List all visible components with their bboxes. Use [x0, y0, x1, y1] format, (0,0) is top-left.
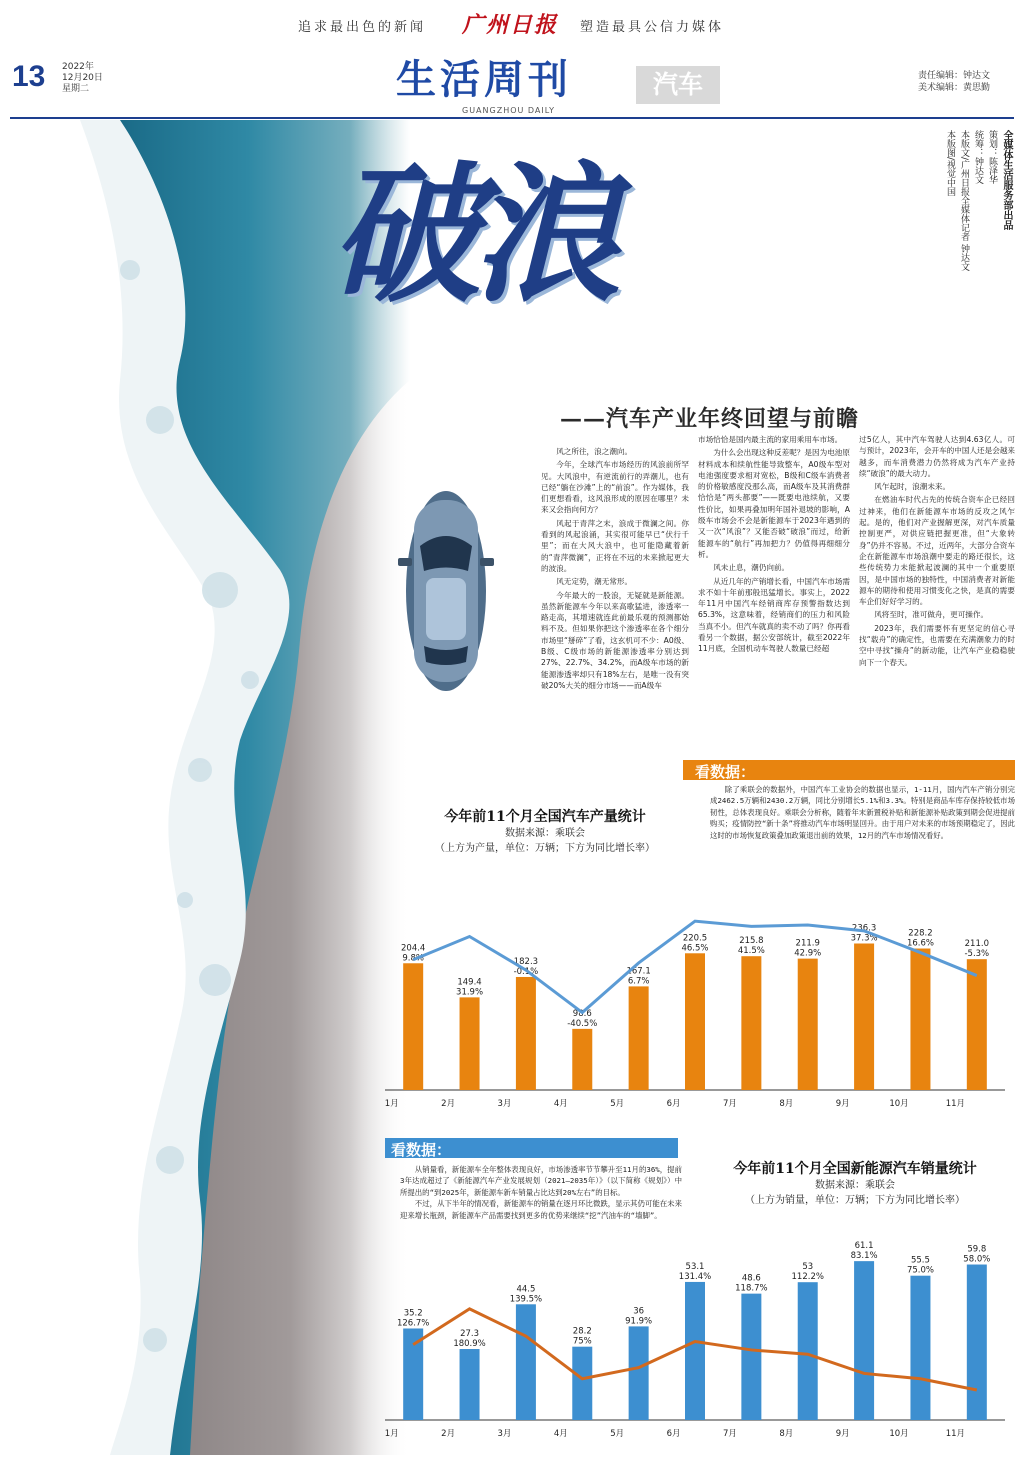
slogan-left: 追求最出色的新闻 [298, 20, 427, 35]
section-title: 生活周刊 [396, 56, 572, 103]
x-tick-label: 11月 [945, 1429, 966, 1439]
article-column-2 [698, 434, 850, 657]
x-tick-label: 6月 [666, 1429, 681, 1439]
bar [967, 959, 987, 1090]
credit-line: 本版文/广州日报全媒体记者 钟达文 [959, 130, 969, 271]
x-tick-label: 5月 [610, 1099, 625, 1109]
date-week: 星期二 [62, 84, 90, 94]
chart1-title: 今年前11个月全国汽车产量统计 [444, 809, 646, 825]
bar [572, 1347, 592, 1420]
bar-value-label: 53 [802, 1262, 814, 1273]
bar [967, 1265, 987, 1420]
credit-line: 策划：陈泽华 [987, 130, 997, 184]
rate-label: -5.3% [964, 949, 990, 960]
paragraph: 风无定势，潮无常形。 [556, 577, 633, 587]
rate-label: 16.6% [906, 938, 934, 949]
rate-label: 139.5% [509, 1294, 543, 1305]
bar [910, 949, 930, 1090]
paragraph: 今年，全球汽车市场经历的风浪前所罕见。大风浪中，有逆流前行的弄潮儿，也有已经“躺在沙滩”上的“前浪”。作为媒体，我们更想看看，这风浪形成的原因在哪里？未来又会指向何方？ [541, 460, 689, 515]
x-tick-label: 6月 [666, 1099, 681, 1109]
x-tick-label: 1月 [384, 1099, 399, 1109]
credit-line: 全媒体生活服务部出品 [1001, 130, 1012, 230]
article-column-1 [541, 446, 689, 693]
bar [854, 943, 874, 1090]
bar [403, 963, 423, 1090]
bar [629, 1326, 649, 1420]
look-data-bar-1 [683, 760, 1015, 780]
bar [910, 1276, 930, 1420]
bar-value-label: 215.8 [739, 936, 764, 947]
bar-value-label: 35.2 [403, 1308, 423, 1319]
rate-label: 180.9% [453, 1339, 486, 1350]
rate-label: 46.5% [681, 943, 709, 954]
bar [798, 1282, 818, 1420]
x-tick-label: 5月 [610, 1429, 625, 1439]
x-tick-label: 2月 [441, 1099, 456, 1109]
date-year: 2022年 [62, 62, 94, 72]
bar-value-label: 98.6 [572, 1008, 592, 1019]
bar [854, 1261, 874, 1420]
chart1-note: （上方为产量，单位：万辆；下方为同比增长率） [435, 843, 655, 854]
chart1-source: 数据来源：乘联会 [505, 828, 585, 839]
bar-value-label: 36 [633, 1306, 645, 1317]
paragraph: 今年最大的一股浪，无疑就是新能源。虽然新能源车今年以来高歌猛进，渗透率一路走高，其增速就连此前最乐观的预测都始料不及。但如果你把这个渗透率在各个细分市场里“掰碎”了看，这玄机可不少：A0级、B级、C级市场的新能源渗透率分别达到27%、22.7%、34.2%，而A级车市场的新能源渗透率却只有18%左右，是唯一没有突破20%大关的细分市场——而A级车 [541, 590, 689, 690]
bar-value-label: 44.5 [516, 1284, 536, 1295]
paragraph: 除了乘联会的数据外，中国汽车工业协会的数据也显示，1-11月，国内汽车产销分别完成2462.5万辆和2430.2万辆，同比分别增长5.1%和3.3%。特别是商品车库存保持较低市场韧性，总体表现良好。乘联会分析称，随着年末新置税补贴和新能源补贴政策到期会促进提前购买；疫情防控“新十条”将推动汽车市场明显回升。由于用户对未来的市场预期稳定了，因此这时的市场恢复政策叠加政策退出前的效果，12月的汽车市场情况看好。 [710, 785, 1015, 840]
paragraph: 过5亿人，其中汽车驾驶人达到4.63亿人。可与预计，2023年，会开车的中国人还是会越来越多，而车消费潜力仍然将成为汽车产业持续“破浪”的最大动力。 [859, 435, 1016, 478]
paragraph: 风之所往，浪之潮向。 [556, 447, 633, 456]
x-tick-label: 11月 [945, 1099, 966, 1109]
rate-label: 83.1% [850, 1251, 878, 1262]
editor-line: 美术编辑：黄思勤 [918, 83, 991, 93]
bar-value-label: 236.3 [851, 923, 877, 934]
article-column-3 [859, 434, 1015, 670]
paragraph: 风未止息，潮仍向前。 [713, 563, 790, 573]
issue-date [62, 62, 103, 95]
x-tick-label: 4月 [553, 1099, 568, 1109]
bar-value-label: 53.1 [685, 1261, 705, 1272]
newspaper-logo: 广州日报 [462, 12, 559, 38]
rate-label: 118.7% [735, 1283, 768, 1294]
paragraph: 风将至时，准可做舟，更可操作。 [874, 610, 989, 620]
bar-value-label: 48.6 [741, 1273, 761, 1284]
credit-line: 统筹：钟达文 [973, 130, 983, 184]
masthead-rule [10, 117, 1014, 119]
chart2-source: 数据来源：乘联会 [815, 1180, 895, 1191]
bar [460, 997, 480, 1090]
x-tick-label: 3月 [497, 1099, 512, 1109]
rate-label: 31.9% [456, 987, 484, 998]
bar-value-label: 220.5 [682, 933, 708, 944]
page-number: 13 [12, 60, 46, 93]
bar-value-label: 167.1 [626, 966, 651, 977]
production-chart [375, 860, 1015, 1120]
bar-value-label: 182.3 [513, 956, 539, 967]
paragraph: 风乍起时，浪潮未来。 [874, 482, 951, 492]
bar [741, 1294, 761, 1420]
x-tick-label: 8月 [779, 1099, 794, 1109]
paragraph: 为什么会出现这种反差呢？是因为电池原材料成本和续航性能导致整车，A0级车型对电池强度要求相对宽松，B级和C级车消费者的价格敏感度没那么高，而A级车及其消费群恰恰是“两头都要”——既要电池续航，又要性价比，如果再叠加明年国补退坡的影响，A级车市场会不会是新能源车于2023年遇到的又一次“风浪”？又能否破“破浪”而过，给新能源车的“航行”再加把力？仍值得再细细分析。 [698, 448, 850, 559]
bar-value-label: 211.0 [964, 939, 989, 950]
rate-label: 75% [572, 1336, 592, 1347]
paragraph: 2023年，我们需要怀有更坚定的信心寻找“载舟”的确定性，也需要在充满潮象力的时空中寻找“操舟”的新动能，让汽车产业稳稳驶向下一个春天。 [859, 623, 1015, 667]
x-tick-label: 3月 [497, 1429, 512, 1439]
look-data-label: 看数据： [695, 763, 756, 781]
bar-value-label: 61.1 [854, 1241, 874, 1252]
bar [685, 1282, 705, 1420]
paragraph: 从近几年的产销增长看，中国汽车市场需求不如十年前那般迅猛增长。事实上，2022年11月中国汽车经销商库存预警指数达到65.3%，这意味着，经销商们的压力和风险当真不小。但汽车就真的卖不动了吗？你再看看另一个数据，据公安部统计，截至2022年11月底，全国机动车驾驶人数量已经超 [698, 576, 850, 654]
bar [403, 1328, 423, 1420]
rate-label: 41.5% [737, 946, 765, 957]
paragraph: 风起于青萍之末，浪成于微澜之间。你看到的风起浪涌，其实很可能早已“伏行千里”；而在大风大浪中，也可能隐藏着新的“青萍微澜”，正将在不远的未来掀起更大的波浪。 [541, 518, 689, 573]
bar-value-label: 59.8 [967, 1244, 987, 1255]
x-tick-label: 10月 [889, 1099, 909, 1109]
bar [460, 1349, 480, 1420]
bar [572, 1029, 592, 1090]
x-tick-label: 4月 [553, 1429, 568, 1439]
credit-line: 本版图/视觉中国 [945, 130, 955, 197]
section-tag: 汽车 [636, 66, 720, 104]
x-tick-label: 1月 [384, 1429, 399, 1439]
bar-value-label: 228.2 [908, 928, 933, 939]
bar-value-label: 27.3 [460, 1329, 480, 1340]
bar-value-label: 28.2 [572, 1326, 592, 1337]
rate-label: 58.0% [963, 1254, 991, 1265]
bar [685, 953, 705, 1090]
paragraph: 市场恰恰是国内最主流的家用乘用车市场。 [698, 435, 843, 444]
x-tick-label: 8月 [779, 1429, 794, 1439]
x-tick-label: 9月 [835, 1099, 850, 1109]
rate-label: 131.4% [678, 1271, 712, 1282]
rate-label: -40.5% [567, 1018, 598, 1029]
x-tick-label: 2月 [441, 1429, 456, 1439]
rate-label: -0.1% [513, 966, 539, 977]
x-tick-label: 10月 [889, 1429, 909, 1439]
paragraph: 不过，从下半年的情况看，新能源车的销量在逐月环比微跌，显示其仍可能在未来迎来增长瓶颈，新能源车产品需要找到更多的优势来继续“挖”汽油车的“墙脚”。 [400, 1199, 682, 1220]
car-image [396, 486, 496, 696]
daily-en: GUANGZHOU DAILY [462, 106, 556, 115]
look-data-text-1 [710, 784, 1015, 841]
chart2-note: （上方为销量，单位：万辆；下方为同比增长率） [745, 1195, 965, 1206]
headline-subtitle: ——汽车产业年终回望与前瞻 [560, 406, 860, 432]
credits [944, 130, 1012, 370]
bar-value-label: 149.4 [457, 977, 482, 988]
look-data-label: 看数据： [391, 1141, 452, 1159]
rate-label: 9.8% [402, 953, 424, 964]
rate-label: 37.3% [850, 933, 878, 944]
bar [741, 956, 761, 1090]
x-tick-label: 9月 [835, 1429, 850, 1439]
bar [516, 977, 536, 1090]
headline-title: 破浪 [330, 147, 611, 323]
rate-label: 6.7% [627, 976, 650, 987]
bar-value-label: 55.5 [910, 1255, 930, 1266]
rate-label: 91.9% [625, 1316, 653, 1327]
paragraph: 从销量看，新能源车全年整体表现良好，市场渗透率节节攀升至11月的36%，提前3年达成超过了《新能源汽车产业发展规划（2021—2035年）》（以下简称《规划》）中所提出的“到2025年，新能源车新车销量占比达到20%左右”的目标。 [400, 1165, 682, 1197]
rate-label: 112.2% [791, 1272, 824, 1283]
bar [629, 986, 649, 1090]
editors [918, 70, 990, 94]
date-day: 12月20日 [62, 73, 103, 83]
rate-label: 126.7% [396, 1318, 430, 1329]
rate-label: 42.9% [794, 948, 822, 959]
look-data-bar-2 [385, 1138, 678, 1158]
bar [798, 959, 818, 1090]
x-tick-label: 7月 [722, 1429, 737, 1439]
slogan-right: 塑造最具公信力媒体 [580, 20, 725, 35]
nev-sales-chart [375, 1210, 1015, 1450]
bar [516, 1304, 536, 1420]
rate-label: 75.0% [906, 1265, 934, 1276]
editor-line: 责任编辑：钟达文 [918, 71, 991, 81]
paragraph: 在燃油车时代占先的传统合资车企已经回过神来，他们在新能源车市场的反攻之风乍起。是的，他们对产业握解更深，对汽车质量控制更严，对供应链把握更准，但“大象转身”仍并不容易。不过，近两年，大部分合资车企在新能源车市场浪潮中要走的路还很长，这些传统势力未能掀起波澜的其中一个重要原因，是中国市场的独特性，中国消费者对新能源车的期待和使用习惯变化之快，是真的需要车企们好好学习的。 [859, 495, 1015, 607]
x-tick-label: 7月 [722, 1099, 737, 1109]
chart2-title: 今年前11个月全国新能源汽车销量统计 [733, 1161, 977, 1177]
bar-value-label: 204.4 [401, 943, 426, 954]
bar-value-label: 211.9 [795, 938, 820, 949]
